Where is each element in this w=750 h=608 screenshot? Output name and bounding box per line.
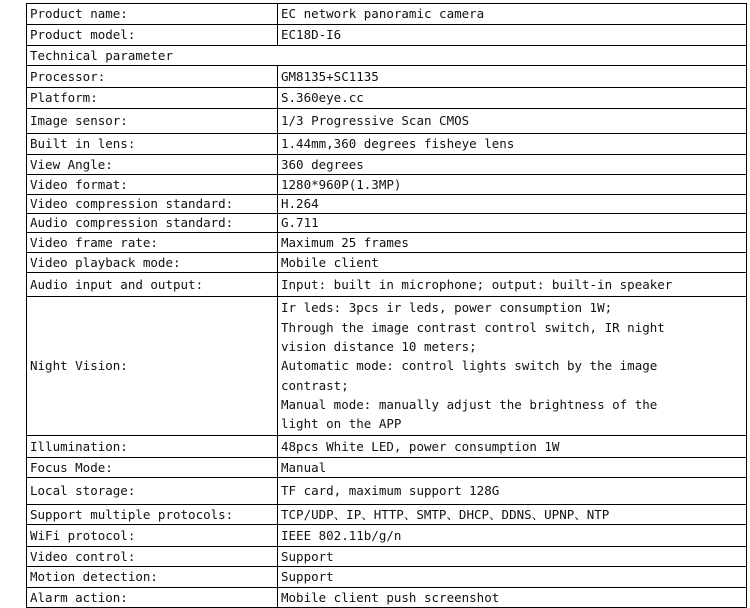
row-value: 1280*960P(1.3MP) bbox=[278, 175, 747, 195]
table-row bbox=[27, 155, 747, 175]
row-label: Audio compression standard: bbox=[27, 214, 278, 233]
table-row bbox=[27, 458, 747, 478]
row-value: 360 degrees bbox=[278, 155, 747, 175]
row-value: GM8135+SC1135 bbox=[278, 66, 747, 88]
row-value: EC18D-I6 bbox=[278, 25, 747, 46]
table-row bbox=[27, 567, 747, 588]
night-vision-line: contrast; bbox=[281, 377, 349, 393]
row-label: Alarm action: bbox=[27, 588, 278, 608]
table-row bbox=[27, 273, 747, 297]
row-value: 1/3 Progressive Scan CMOS bbox=[278, 109, 747, 134]
row-label: Night Vision: bbox=[27, 297, 278, 436]
row-value: Manual bbox=[278, 458, 747, 478]
table-row bbox=[27, 46, 747, 66]
row-value: EC network panoramic camera bbox=[278, 4, 747, 25]
row-value: H.264 bbox=[278, 195, 747, 214]
table-row bbox=[27, 195, 747, 214]
row-value: Input: built in microphone; output: built-in speaker bbox=[278, 273, 747, 297]
row-value: TF card, maximum support 128G bbox=[278, 478, 747, 505]
table-row bbox=[27, 436, 747, 458]
row-value: Support bbox=[278, 567, 747, 588]
section-heading: Technical parameter bbox=[27, 46, 747, 66]
row-label: Video playback mode: bbox=[27, 253, 278, 273]
row-value: 1.44mm,360 degrees fisheye lens bbox=[278, 134, 747, 155]
row-label: Focus Mode: bbox=[27, 458, 278, 478]
row-label: Built in lens: bbox=[27, 134, 278, 155]
row-label: Support multiple protocols: bbox=[27, 505, 278, 525]
row-label: Video format: bbox=[27, 175, 278, 195]
table-row bbox=[27, 547, 747, 567]
table-row bbox=[27, 297, 747, 436]
row-value: Mobile client push screenshot bbox=[278, 588, 747, 608]
row-label: Platform: bbox=[27, 88, 278, 109]
row-label: Illumination: bbox=[27, 436, 278, 458]
table-row bbox=[27, 214, 747, 233]
night-vision-line: Through the image contrast control switch, IR night bbox=[281, 319, 665, 335]
table-row bbox=[27, 88, 747, 109]
row-label: Video compression standard: bbox=[27, 195, 278, 214]
row-value: Mobile client bbox=[278, 253, 747, 273]
night-vision-line: vision distance 10 meters; bbox=[281, 339, 477, 355]
row-value: Support bbox=[278, 547, 747, 567]
table-row bbox=[27, 478, 747, 505]
table-row bbox=[27, 253, 747, 273]
row-label: Product name: bbox=[27, 4, 278, 25]
row-value: G.711 bbox=[278, 214, 747, 233]
night-vision-line: Manual mode: manually adjust the brightness of the bbox=[281, 396, 658, 412]
row-label: View Angle: bbox=[27, 155, 278, 175]
night-vision-line: Automatic mode: control lights switch by the image bbox=[281, 358, 658, 374]
table-row bbox=[27, 175, 747, 195]
spec-table bbox=[26, 3, 747, 608]
row-label: Video control: bbox=[27, 547, 278, 567]
row-label: Product model: bbox=[27, 25, 278, 46]
table-row bbox=[27, 233, 747, 253]
row-label: Audio input and output: bbox=[27, 273, 278, 297]
night-vision-line: light on the APP bbox=[281, 416, 402, 432]
row-label: Video frame rate: bbox=[27, 233, 278, 253]
row-value: TCP/UDP、IP、HTTP、SMTP、DHCP、DDNS、UPNP、NTP bbox=[278, 505, 747, 525]
row-label: Local storage: bbox=[27, 478, 278, 505]
table-row bbox=[27, 66, 747, 88]
row-label: WiFi protocol: bbox=[27, 525, 278, 547]
night-vision-line: Ir leds: 3pcs ir leds, power consumption 1W; bbox=[281, 300, 613, 316]
row-value-multiline bbox=[278, 297, 747, 436]
table-row bbox=[27, 25, 747, 46]
row-label: Image sensor: bbox=[27, 109, 278, 134]
row-label: Processor: bbox=[27, 66, 278, 88]
row-label: Motion detection: bbox=[27, 567, 278, 588]
row-value: S.360eye.cc bbox=[278, 88, 747, 109]
row-value: IEEE 802.11b/g/n bbox=[278, 525, 747, 547]
table-row bbox=[27, 134, 747, 155]
table-row bbox=[27, 109, 747, 134]
table-row bbox=[27, 4, 747, 25]
row-value: Maximum 25 frames bbox=[278, 233, 747, 253]
table-row bbox=[27, 505, 747, 525]
row-value: 48pcs White LED, power consumption 1W bbox=[278, 436, 747, 458]
table-row bbox=[27, 525, 747, 547]
